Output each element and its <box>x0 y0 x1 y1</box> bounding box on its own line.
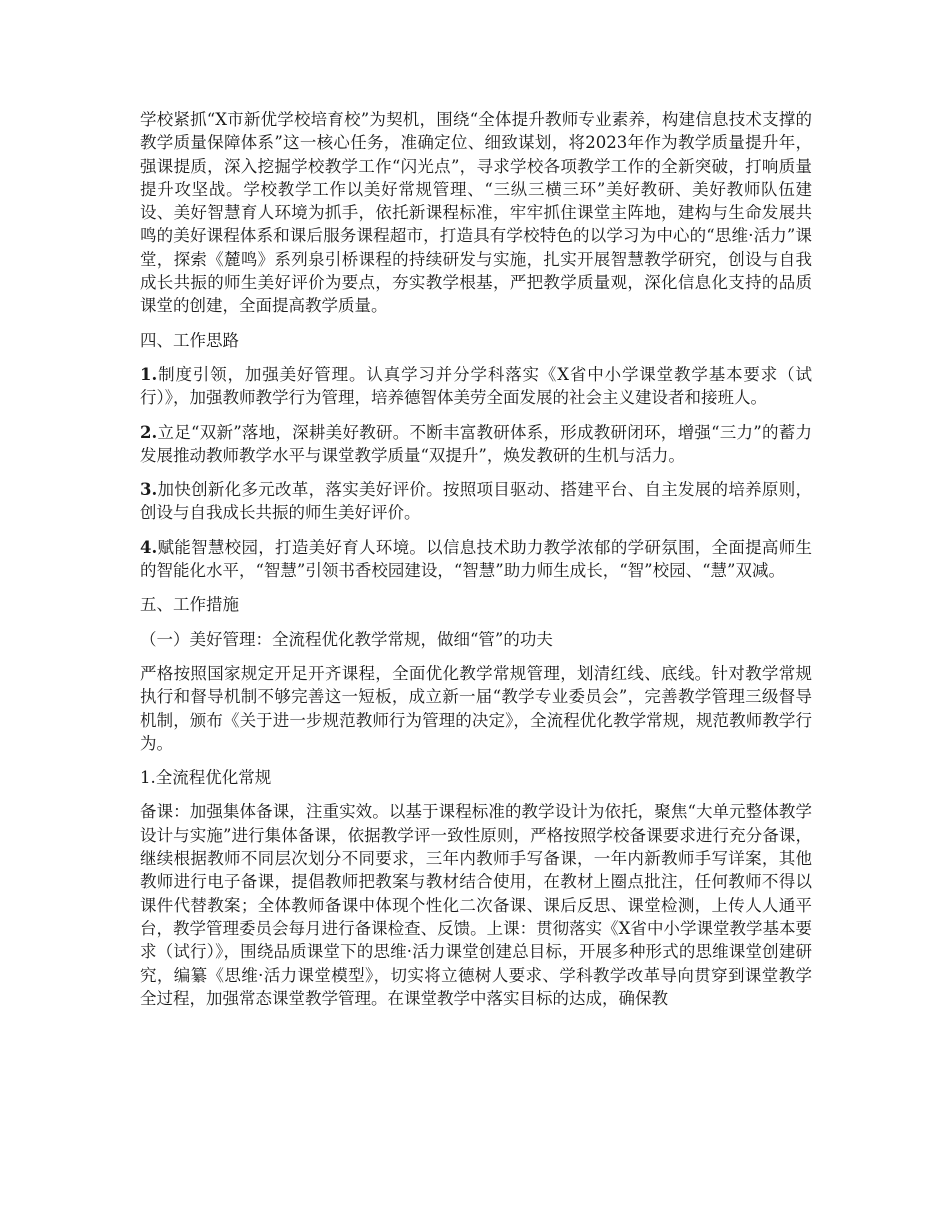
idea-item-2 <box>140 421 812 468</box>
intro-paragraph: 学校紧抓“X市新优学校培育校”为契机，围绕“全体提升教师专业素养，构建信息技术支撑的教学质量保障体系”这一核心任务，准确定位、细致谋划，将2023年作为教学质量提升年，强课提质，深入挖掘学校教学工作“闪光点”，寻求学校各项教学工作的全新突破，打响质量提升攻坚战。学校教学工作以美好常规管理、“三纵三横三环”美好教研、美好教师队伍建设、美好智慧育人环境为抓手，依托新课程标准，牢牢抓住课堂主阵地，建构与生命发展共鸣的美好课程体系和课后服务课程超市，打造具有学校特色的以学习为中心的“思维·活力”课堂，探索《麓鸣》系列泉引桥课程的持续研发与实施，扎实开展智慧教学研究，创设与自我成长共振的师生美好评价为要点，夯实教学根基，严把教学质量观，深化信息化支持的品质课堂的创建，全面提高教学质量。 <box>140 110 812 316</box>
subsection-1-heading: （一）美好管理：全流程优化教学常规，做细“管”的功夫 <box>140 629 553 649</box>
idea-text: 立足“双新”落地，深耕美好教研。不断丰富教研体系，形成教研闭环，增强“三力”的蓄力发展推动教师教学水平与课堂教学质量“双提升”，焕发教研的生机与活力。 <box>140 422 812 465</box>
item-1-paragraph: 备课：加强集体备课，注重实效。以基于课程标准的教学设计为依托，聚焦“大单元整体教学设计与实施”进行集体备课，依据教学评一致性原则，严格按照学校备课要求进行充分备课，继续根据教师不同层次划分不同要求，三年内教师手写备课，一年内新教师手写详案，其他教师进行电子备课，提倡教师把教案与教材结合使用，在教材上圈点批注，任何教师不得以课件代替教案；全体教师备课中体现个性化二次备课、课后反思、课堂检测，上传人人通平台，教学管理委员会每月进行备课检查、反馈。上课：贯彻落实《X省中小学课堂教学基本要求（试行）》，围绕品质课堂下的思维·活力课堂创建总目标，开展多种形式的思维课堂创建研究，编纂《思维·活力课堂模型》，切实将立德树人要求、学科教学改革导向贯穿到课堂教学全过程，加强常态课堂教学管理。在课堂教学中落实目标的达成，确保教 <box>140 802 812 1008</box>
idea-text: 制度引领，加强美好管理。认真学习并分学科落实《X省中小学课堂教学基本要求（试行）》，加强教师教学行为管理，培养德智体美劳全面发展的社会主义建设者和接班人。 <box>140 364 812 408</box>
idea-item-3 <box>140 478 812 525</box>
idea-item-4 <box>140 536 812 583</box>
idea-number: 2. <box>140 422 158 442</box>
idea-number: 1. <box>140 364 158 384</box>
section-4-heading: 四、工作思路 <box>140 330 239 350</box>
idea-text: 加快创新化多元改革，落实美好评价。按照项目驱动、搭建平台、自主发展的培养原则，创设与自我成长共振的师生美好评价。 <box>140 480 812 523</box>
idea-number: 3. <box>140 480 158 500</box>
idea-number: 4. <box>140 537 158 557</box>
document-page <box>140 108 812 1021</box>
section-5-heading: 五、工作措施 <box>140 595 239 615</box>
idea-text: 赋能智慧校园，打造美好育人环境。以信息技术助力教学浓郁的学研氛围，全面提高师生的智能化水平，“智慧”引领书香校园建设，“智慧”助力师生成长，“智”校园、“慧”双减。 <box>140 537 812 581</box>
idea-item-1 <box>140 363 812 410</box>
item-1-heading: 1.全流程优化常规 <box>140 768 272 788</box>
subsection-1-paragraph: 严格按照国家规定开足开齐课程，全面优化教学常规管理，划清红线、底线。针对教学常规执行和督导机制不够完善这一短板，成立新一届“教学专业委员会”，完善教学管理三级督导机制，颁布《关于进一步规范教师行为管理的决定》，全流程优化教学常规，规范教师教学行为。 <box>140 663 812 753</box>
